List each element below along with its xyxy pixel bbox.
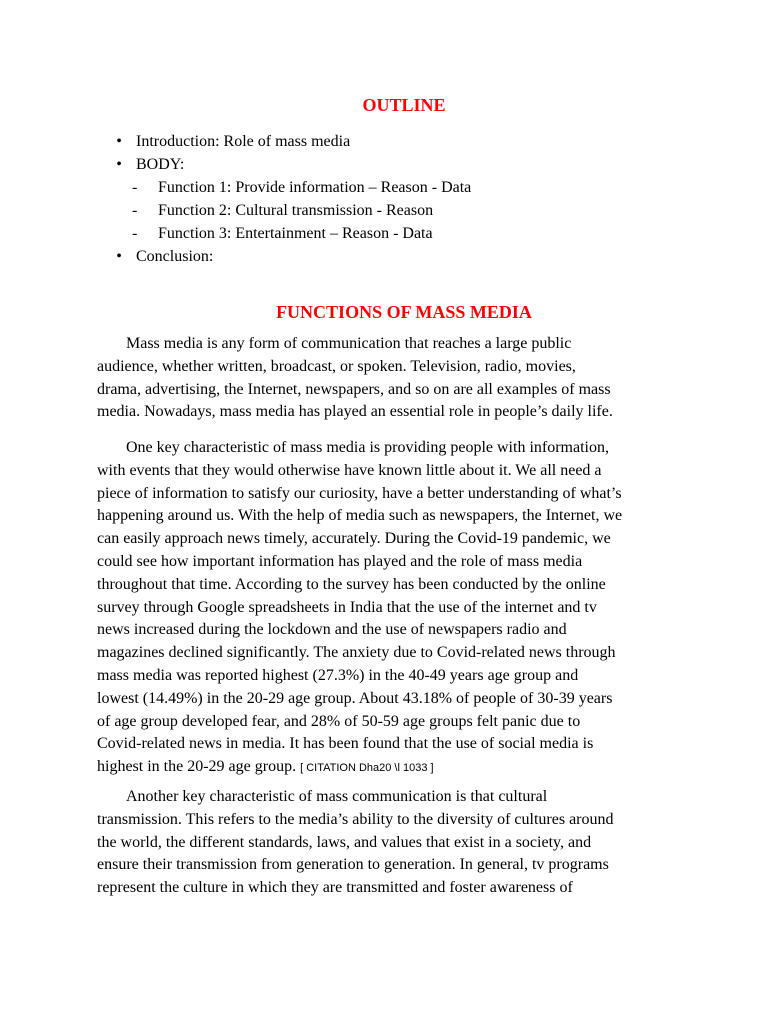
text-line: piece of information to satisfy our curiosity, have a better understanding of what’s	[97, 484, 622, 502]
outline-item-conclusion	[112, 245, 471, 268]
text-line: with events that they would otherwise have known little about it. We all need a	[97, 461, 602, 479]
bullet-icon: •	[116, 248, 122, 265]
text-line: media. Nowadays, mass media has played an essential role in people’s daily life.	[97, 403, 613, 421]
outline-item-text: Conclusion:	[136, 248, 214, 265]
text-line: the world, the different standards, laws, and values that exist in a society, and	[97, 833, 592, 851]
text-line: drama, advertising, the Internet, newspapers, and so on are all examples of mass	[97, 380, 611, 398]
text-line: Another key characteristic of mass communication is that cultural	[126, 788, 548, 805]
text-line: represent the culture in which they are transmitted and foster awareness of	[97, 879, 573, 897]
citation-field: [ CITATION Dha20 \l 1033 ]	[300, 762, 434, 775]
dash-icon: -	[132, 179, 138, 196]
outline-subitem-text: Function 1: Provide information – Reason - Data	[158, 179, 472, 196]
outline-subitem-function-1	[112, 176, 471, 199]
text-line: Covid-related news in media. It has been found that the use of social media is	[97, 735, 594, 753]
dash-icon: -	[132, 202, 138, 219]
text-line: survey through Google spreadsheets in India that the use of the internet and tv	[97, 598, 597, 616]
text-line: news increased during the lockdown and the use of newspapers radio and	[97, 621, 567, 639]
dash-icon: -	[132, 225, 138, 242]
text-line: ensure their transmission from generation to generation. In general, tv programs	[97, 856, 609, 874]
text-line: highest in the 20-29 age group. [ CITATION Dha20 \l 1033 ]	[97, 758, 434, 776]
outline-list	[112, 130, 471, 268]
outline-subitem-text: Function 2: Cultural transmission - Reason	[158, 202, 434, 219]
text-line: One key characteristic of mass media is providing people with information,	[126, 439, 609, 456]
outline-heading: OUTLINE	[362, 95, 446, 115]
text-line: lowest (14.49%) in the 20-29 age group. About 43.18% of people of 30-39 years	[97, 689, 613, 707]
outline-item-introduction	[112, 130, 471, 153]
paragraph-introduction	[97, 333, 672, 424]
bullet-icon: •	[116, 156, 122, 173]
essay-heading: FUNCTIONS OF MASS MEDIA	[276, 302, 532, 322]
bullet-icon: •	[116, 133, 122, 150]
outline-item-text: Introduction: Role of mass media	[136, 133, 351, 150]
outline-item-body	[112, 153, 471, 176]
paragraph-information	[97, 437, 672, 780]
text-line: can easily approach news timely, accurately. During the Covid-19 pandemic, we	[97, 530, 611, 548]
text-line: Mass media is any form of communication that reaches a large public	[126, 335, 572, 352]
text-line: audience, whether written, broadcast, or spoken. Television, radio, movies,	[97, 357, 576, 375]
text-line: could see how important information has played and the role of mass media	[97, 552, 583, 570]
outline-subitem-function-2	[112, 199, 471, 222]
text-line: of age group developed fear, and 28% of 50-59 age groups felt panic due to	[97, 712, 581, 730]
paragraph-cultural-transmission	[97, 786, 672, 900]
text-line: throughout that time. According to the survey has been conducted by the online	[97, 575, 606, 593]
text-line: transmission. This refers to the media’s ability to the diversity of cultures around	[97, 810, 614, 828]
outline-subitem-function-3	[112, 222, 471, 245]
text-line: mass media was reported highest (27.3%) in the 40-49 years age group and	[97, 666, 579, 684]
outline-item-text: BODY:	[136, 156, 185, 173]
outline-subitem-text: Function 3: Entertainment – Reason - Data	[158, 225, 433, 242]
text-line: magazines declined significantly. The anxiety due to Covid-related news through	[97, 644, 616, 662]
text-line: happening around us. With the help of media such as newspapers, the Internet, we	[97, 507, 623, 525]
